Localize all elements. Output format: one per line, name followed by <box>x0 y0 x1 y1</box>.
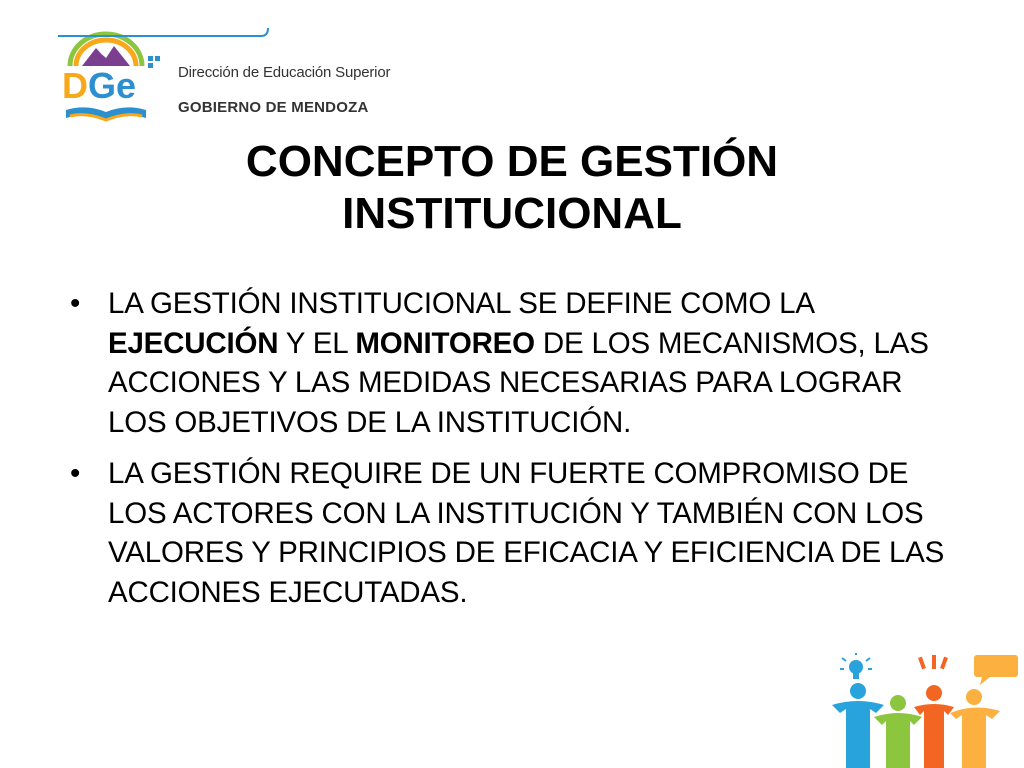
exclamation-icon <box>918 655 948 669</box>
bullet-2-text: LA GESTIÓN REQUIRE DE UN FUERTE COMPROMISO DE LOS ACTORES CON LA INSTITUCIÓN Y TAMBIÉN CON LOS VALORES Y PRINCIPIOS DE EFICACIA Y EFICIENCIA DE LAS ACCIONES EJECUTADAS. <box>108 457 945 609</box>
dge-logo-icon <box>56 26 176 136</box>
people-illustration <box>824 653 1024 768</box>
person-blue <box>832 683 884 768</box>
bullet-marker: • <box>70 287 81 320</box>
lightbulb-icon <box>840 653 872 679</box>
bullet-1-text-1: LA GESTIÓN INSTITUCIONAL SE DEFINE COMO LA <box>108 287 814 320</box>
bullet-item-2 <box>70 454 950 612</box>
bullet-item-1 <box>70 284 950 442</box>
bullet-1-bold-ejecucion: EJECUCIÓN <box>108 326 279 360</box>
organization-name: Dirección de Educación Superior <box>178 64 391 81</box>
bullet-list <box>70 284 950 624</box>
bullet-1-text-3: DE LOS MECANISMOS, LAS ACCIONES Y LAS MEDIDAS NECESARIAS PARA LOGRAR LOS OBJETIVOS DE LA INSTITUCIÓN. <box>108 326 929 439</box>
title-line-2: INSTITUCIONAL <box>342 189 682 238</box>
dge-logo <box>56 26 396 136</box>
svg-text:D: D <box>62 65 88 106</box>
speech-bubble-icon <box>974 655 1018 685</box>
bullet-1-bold-monitoreo: MONITOREO <box>355 326 535 360</box>
svg-text:e: e <box>116 65 137 106</box>
svg-text:G: G <box>88 65 117 106</box>
person-orange <box>914 685 954 768</box>
title-line-1: CONCEPTO DE GESTIÓN <box>245 137 779 186</box>
government-name: GOBIERNO DE MENDOZA <box>178 99 369 116</box>
person-yellow <box>950 689 1000 768</box>
slide-title <box>150 136 874 240</box>
bullet-1-text-2: Y EL <box>278 326 356 360</box>
bullet-marker: • <box>70 457 81 490</box>
logo-underline <box>56 26 271 40</box>
